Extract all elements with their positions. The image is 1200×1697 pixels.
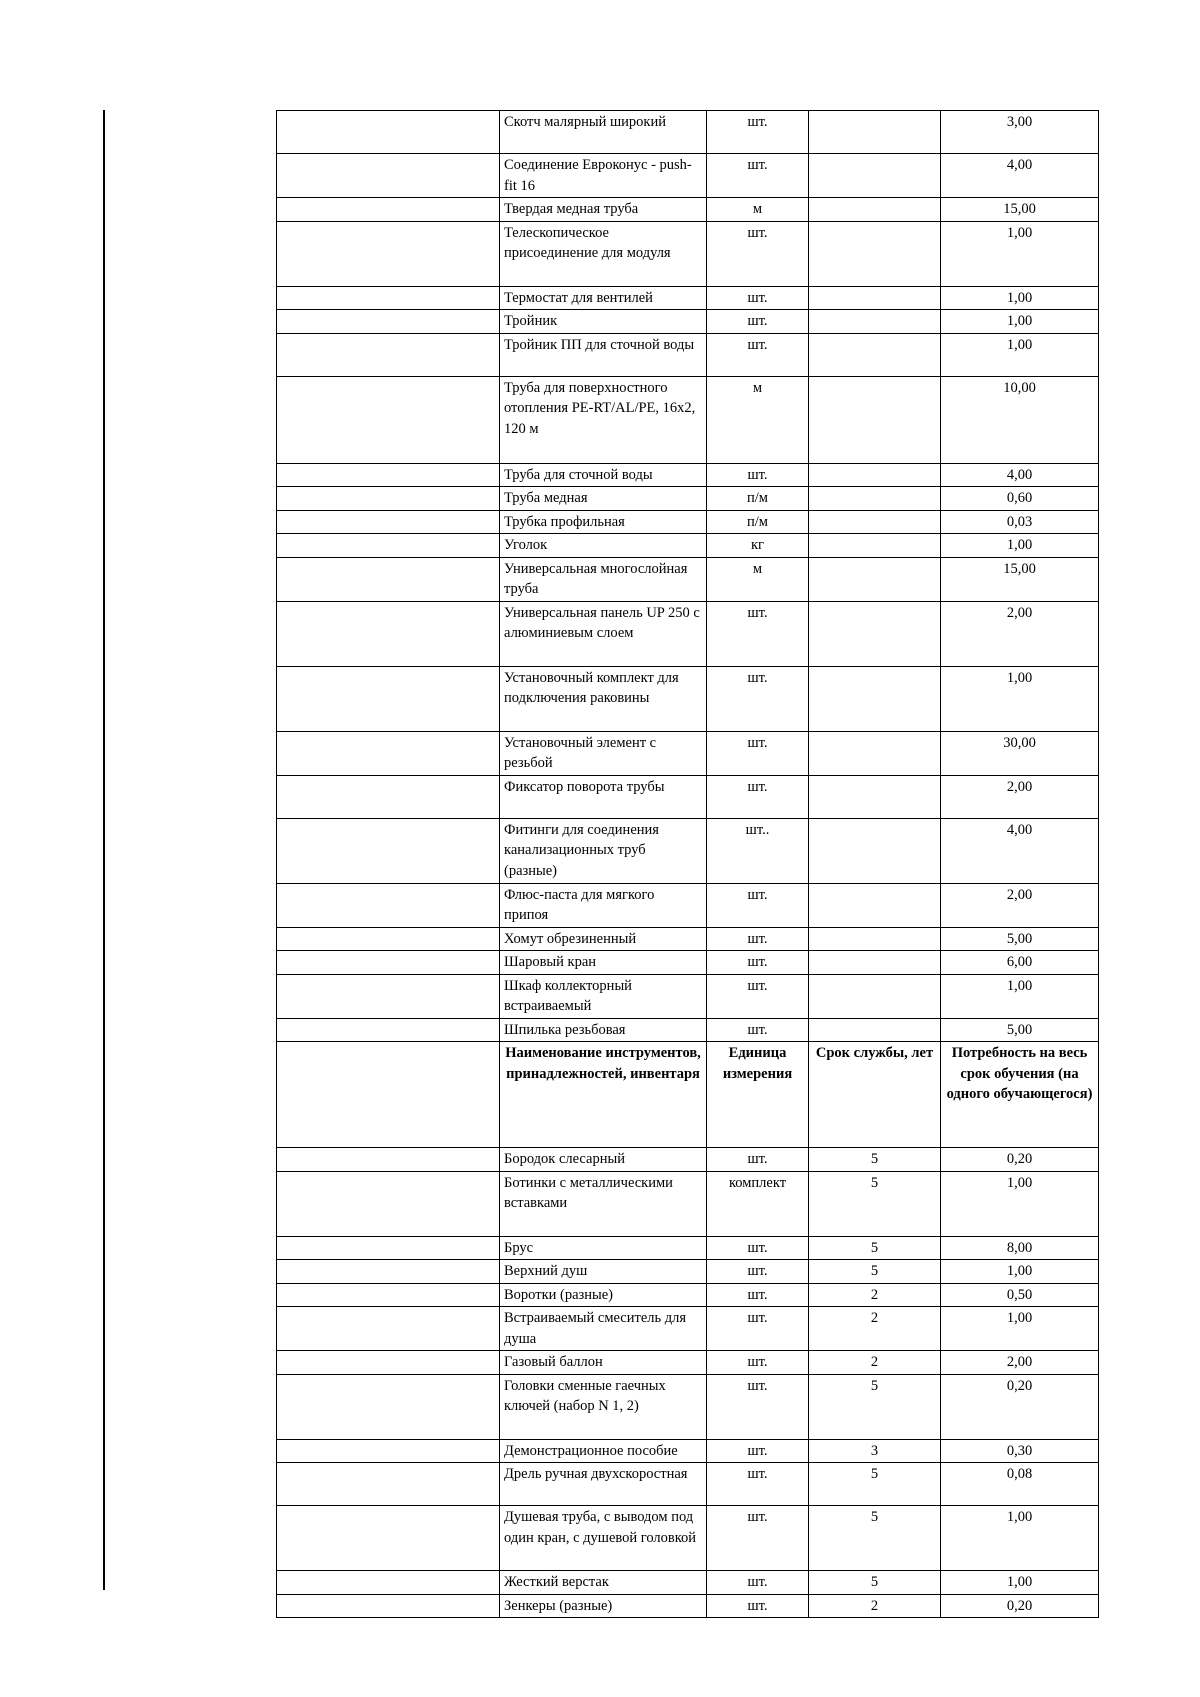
table-row: [277, 974, 1099, 1018]
table-row: [277, 1018, 1099, 1042]
row-life: [809, 463, 941, 487]
row-name: Встраиваемый смеситель для душа: [500, 1307, 707, 1351]
tools-header-row: [277, 1042, 1099, 1148]
row-name: Ботинки с металлическими вставками: [500, 1171, 707, 1236]
row-name: Фиксатор поворота трубы: [500, 775, 707, 818]
row-name: Труба медная: [500, 487, 707, 511]
table-row: [277, 534, 1099, 558]
table-row: [277, 775, 1099, 818]
row-life: [809, 111, 941, 154]
row-unit: шт.: [707, 927, 809, 951]
row-name: Трубка профильная: [500, 510, 707, 534]
table-row: [277, 818, 1099, 883]
row-qty: 30,00: [941, 731, 1099, 775]
tools-section: [277, 1148, 1099, 1618]
row-qty: 4,00: [941, 818, 1099, 883]
row-empty-cell: [277, 286, 500, 310]
row-name: Установочный элемент с резьбой: [500, 731, 707, 775]
row-empty-cell: [277, 775, 500, 818]
table-row: [277, 1307, 1099, 1351]
row-qty: 10,00: [941, 376, 1099, 463]
row-life: [809, 951, 941, 975]
row-life: [809, 1018, 941, 1042]
row-empty-cell: [277, 974, 500, 1018]
header-qty: Потребность на весь срок обучения (на одного обучающегося): [941, 1042, 1099, 1148]
row-qty: 2,00: [941, 883, 1099, 927]
row-life: 5: [809, 1463, 941, 1506]
row-empty-cell: [277, 310, 500, 334]
row-name: Телескопическое присоединение для модуля: [500, 221, 707, 286]
row-qty: 0,60: [941, 487, 1099, 511]
row-empty-cell: [277, 883, 500, 927]
row-unit: шт.: [707, 1594, 809, 1618]
row-life: [809, 927, 941, 951]
table-row: [277, 198, 1099, 222]
table-row: [277, 286, 1099, 310]
row-name: Воротки (разные): [500, 1283, 707, 1307]
row-unit: м: [707, 557, 809, 601]
row-life: [809, 775, 941, 818]
materials-section: [277, 111, 1099, 1042]
row-unit: шт.: [707, 1307, 809, 1351]
table-row: [277, 1260, 1099, 1284]
row-name: Хомут обрезиненный: [500, 927, 707, 951]
row-empty-cell: [277, 666, 500, 731]
row-empty-cell: [277, 1571, 500, 1595]
row-qty: 2,00: [941, 775, 1099, 818]
row-qty: 0,30: [941, 1439, 1099, 1463]
row-empty-cell: [277, 1148, 500, 1172]
row-life: 5: [809, 1260, 941, 1284]
row-life: [809, 487, 941, 511]
table-row: [277, 1171, 1099, 1236]
row-qty: 15,00: [941, 198, 1099, 222]
row-life: [809, 601, 941, 666]
row-qty: 15,00: [941, 557, 1099, 601]
row-life: 2: [809, 1283, 941, 1307]
row-qty: 0,50: [941, 1283, 1099, 1307]
row-unit: шт.: [707, 1571, 809, 1595]
table-row: [277, 154, 1099, 198]
row-empty-cell: [277, 1236, 500, 1260]
row-empty-cell: [277, 333, 500, 376]
row-life: [809, 731, 941, 775]
row-qty: 0,20: [941, 1148, 1099, 1172]
row-unit: комплект: [707, 1171, 809, 1236]
row-empty-cell: [277, 557, 500, 601]
row-empty-cell: [277, 1307, 500, 1351]
row-empty-cell: [277, 1260, 500, 1284]
row-life: 5: [809, 1148, 941, 1172]
row-qty: 3,00: [941, 111, 1099, 154]
table-row: [277, 883, 1099, 927]
table-row: [277, 333, 1099, 376]
row-qty: 1,00: [941, 1171, 1099, 1236]
row-unit: шт.: [707, 111, 809, 154]
row-life: 5: [809, 1571, 941, 1595]
row-name: Дрель ручная двухскоростная: [500, 1463, 707, 1506]
row-life: [809, 286, 941, 310]
row-name: Твердая медная труба: [500, 198, 707, 222]
row-qty: 2,00: [941, 1351, 1099, 1375]
row-unit: шт.: [707, 1351, 809, 1375]
row-qty: 5,00: [941, 927, 1099, 951]
row-name: Уголок: [500, 534, 707, 558]
table-row: [277, 1236, 1099, 1260]
row-empty-cell: [277, 1506, 500, 1571]
table-row: [277, 1148, 1099, 1172]
row-empty-cell: [277, 534, 500, 558]
row-empty-cell: [277, 1439, 500, 1463]
row-life: [809, 818, 941, 883]
row-name: Шаровый кран: [500, 951, 707, 975]
row-unit: шт.: [707, 310, 809, 334]
row-name: Тройник ПП для сточной воды: [500, 333, 707, 376]
row-unit: шт.: [707, 1236, 809, 1260]
table-row: [277, 927, 1099, 951]
row-life: [809, 154, 941, 198]
row-life: [809, 974, 941, 1018]
row-qty: 8,00: [941, 1236, 1099, 1260]
row-empty-cell: [277, 731, 500, 775]
header-unit: Единица измерения: [707, 1042, 809, 1148]
row-qty: 1,00: [941, 1260, 1099, 1284]
row-name: Шкаф коллекторный встраиваемый: [500, 974, 707, 1018]
row-unit: шт..: [707, 818, 809, 883]
row-unit: шт.: [707, 286, 809, 310]
left-margin-line: [103, 110, 105, 1590]
table-row: [277, 601, 1099, 666]
row-qty: 1,00: [941, 1506, 1099, 1571]
row-unit: шт.: [707, 221, 809, 286]
row-qty: 1,00: [941, 221, 1099, 286]
row-qty: 0,20: [941, 1594, 1099, 1618]
row-name: Тройник: [500, 310, 707, 334]
table-row: [277, 376, 1099, 463]
row-qty: 1,00: [941, 974, 1099, 1018]
row-qty: 1,00: [941, 333, 1099, 376]
row-life: [809, 557, 941, 601]
row-name: Флюс-паста для мягкого припоя: [500, 883, 707, 927]
row-unit: шт.: [707, 666, 809, 731]
row-name: Душевая труба, с выводом под один кран, с душевой головкой: [500, 1506, 707, 1571]
materials-tools-table: [276, 110, 1099, 1618]
row-life: [809, 510, 941, 534]
table-row: [277, 463, 1099, 487]
table-row: [277, 1571, 1099, 1595]
row-name: Зенкеры (разные): [500, 1594, 707, 1618]
row-unit: шт.: [707, 1463, 809, 1506]
row-qty: 1,00: [941, 534, 1099, 558]
row-life: 5: [809, 1236, 941, 1260]
row-unit: м: [707, 198, 809, 222]
table-row: [277, 731, 1099, 775]
row-qty: 0,03: [941, 510, 1099, 534]
row-name: Газовый баллон: [500, 1351, 707, 1375]
row-empty-cell: [277, 154, 500, 198]
row-unit: шт.: [707, 974, 809, 1018]
table-row: [277, 1351, 1099, 1375]
row-life: 2: [809, 1594, 941, 1618]
table-row: [277, 1594, 1099, 1618]
row-name: Труба для сточной воды: [500, 463, 707, 487]
row-qty: 5,00: [941, 1018, 1099, 1042]
row-qty: 6,00: [941, 951, 1099, 975]
tools-header-section: [277, 1042, 1099, 1148]
row-life: [809, 376, 941, 463]
row-unit: шт.: [707, 731, 809, 775]
row-life: [809, 666, 941, 731]
row-qty: 0,20: [941, 1374, 1099, 1439]
table-row: [277, 111, 1099, 154]
row-qty: 4,00: [941, 154, 1099, 198]
row-unit: м: [707, 376, 809, 463]
row-life: 2: [809, 1307, 941, 1351]
row-name: Скотч малярный широкий: [500, 111, 707, 154]
row-name: Труба для поверхностного отопления PE-RT/AL/PE, 16x2, 120 м: [500, 376, 707, 463]
row-empty-cell: [277, 951, 500, 975]
row-life: 5: [809, 1171, 941, 1236]
row-empty-cell: [277, 510, 500, 534]
row-unit: шт.: [707, 154, 809, 198]
row-qty: 0,08: [941, 1463, 1099, 1506]
row-name: Универсальная многослойная труба: [500, 557, 707, 601]
row-name: Термостат для вентилей: [500, 286, 707, 310]
row-life: 2: [809, 1351, 941, 1375]
table-row: [277, 310, 1099, 334]
row-life: [809, 221, 941, 286]
row-unit: шт.: [707, 1506, 809, 1571]
row-empty-cell: [277, 1351, 500, 1375]
table-row: [277, 1283, 1099, 1307]
row-name: Установочный комплект для подключения раковины: [500, 666, 707, 731]
row-empty-cell: [277, 927, 500, 951]
row-empty-cell: [277, 1283, 500, 1307]
row-unit: кг: [707, 534, 809, 558]
table-row: [277, 951, 1099, 975]
row-empty-cell: [277, 198, 500, 222]
row-empty-cell: [277, 1018, 500, 1042]
row-life: [809, 310, 941, 334]
row-unit: п/м: [707, 487, 809, 511]
table-row: [277, 666, 1099, 731]
row-qty: 1,00: [941, 1307, 1099, 1351]
row-empty-cell: [277, 376, 500, 463]
row-empty-cell: [277, 1463, 500, 1506]
row-unit: п/м: [707, 510, 809, 534]
row-empty-cell: [277, 463, 500, 487]
row-unit: шт.: [707, 883, 809, 927]
table-row: [277, 1463, 1099, 1506]
row-life: [809, 333, 941, 376]
row-empty-cell: [277, 1374, 500, 1439]
row-unit: шт.: [707, 1439, 809, 1463]
row-name: Брус: [500, 1236, 707, 1260]
row-life: 3: [809, 1439, 941, 1463]
row-unit: шт.: [707, 1283, 809, 1307]
table-row: [277, 487, 1099, 511]
row-name: Демонстрационное пособие: [500, 1439, 707, 1463]
table-row: [277, 510, 1099, 534]
row-unit: шт.: [707, 333, 809, 376]
row-qty: 4,00: [941, 463, 1099, 487]
row-qty: 1,00: [941, 1571, 1099, 1595]
row-empty-cell: [277, 1594, 500, 1618]
row-name: Жесткий верстак: [500, 1571, 707, 1595]
row-life: [809, 883, 941, 927]
header-name: Наименование инструментов, принадлежностей, инвентаря: [500, 1042, 707, 1148]
header-empty-cell: [277, 1042, 500, 1148]
row-name: Шпилька резьбовая: [500, 1018, 707, 1042]
row-empty-cell: [277, 1171, 500, 1236]
row-life: 5: [809, 1374, 941, 1439]
table-row: [277, 221, 1099, 286]
row-empty-cell: [277, 487, 500, 511]
row-qty: 1,00: [941, 310, 1099, 334]
row-empty-cell: [277, 111, 500, 154]
row-name: Соединение Евроконус - push-fit 16: [500, 154, 707, 198]
row-empty-cell: [277, 221, 500, 286]
row-name: Головки сменные гаечных ключей (набор N 1, 2): [500, 1374, 707, 1439]
header-life: Срок службы, лет: [809, 1042, 941, 1148]
row-empty-cell: [277, 818, 500, 883]
row-name: Бородок слесарный: [500, 1148, 707, 1172]
row-life: [809, 198, 941, 222]
row-unit: шт.: [707, 775, 809, 818]
row-unit: шт.: [707, 1374, 809, 1439]
row-unit: шт.: [707, 463, 809, 487]
row-life: 5: [809, 1506, 941, 1571]
row-unit: шт.: [707, 601, 809, 666]
row-name: Верхний душ: [500, 1260, 707, 1284]
row-empty-cell: [277, 601, 500, 666]
table-row: [277, 557, 1099, 601]
row-unit: шт.: [707, 1148, 809, 1172]
table-row: [277, 1439, 1099, 1463]
row-life: [809, 534, 941, 558]
row-qty: 1,00: [941, 286, 1099, 310]
row-qty: 2,00: [941, 601, 1099, 666]
row-unit: шт.: [707, 1018, 809, 1042]
row-unit: шт.: [707, 1260, 809, 1284]
row-name: Универсальная панель UP 250 с алюминиевым слоем: [500, 601, 707, 666]
row-qty: 1,00: [941, 666, 1099, 731]
row-unit: шт.: [707, 951, 809, 975]
table-row: [277, 1506, 1099, 1571]
table-row: [277, 1374, 1099, 1439]
row-name: Фитинги для соединения канализационных труб (разные): [500, 818, 707, 883]
